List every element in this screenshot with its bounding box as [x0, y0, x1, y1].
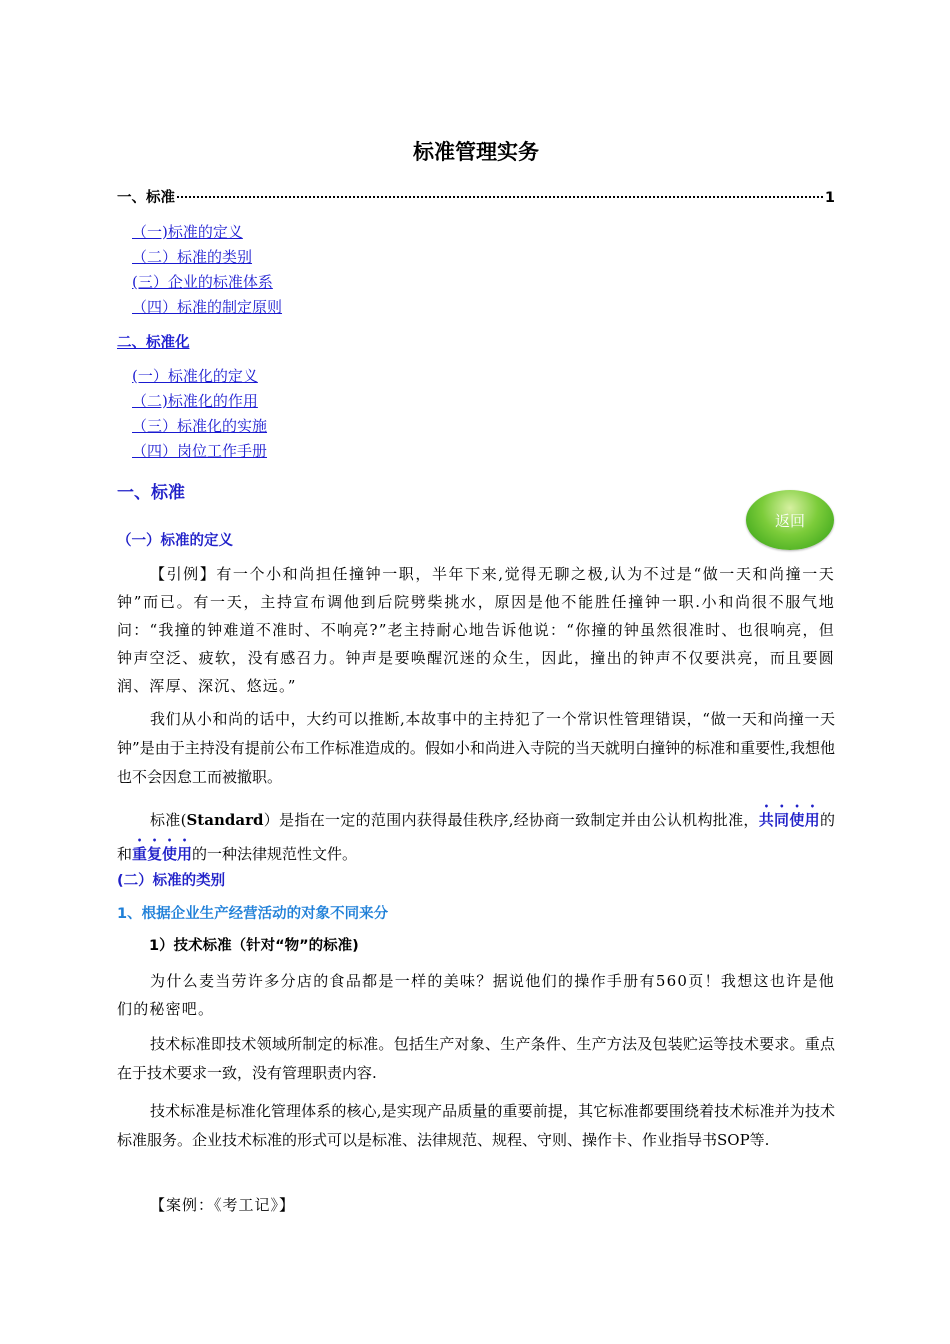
- case-label: 【案例：《考工记》】: [150, 1196, 296, 1214]
- toc-section-1-label: 一、标准: [117, 190, 175, 206]
- definition-part-3: 的和: [117, 811, 835, 863]
- tech-core-paragraph: 技术标准是标准化管理体系的核心,是实现产品质量的重要前提，其它标准都要围绕着技术标准并为技术标准服务。企业技术标准的形式可以是标准、法律规范、规程、守则、操作卡、作业指导书SOP等.: [117, 1102, 835, 1149]
- definition-part-1: 标准(: [150, 811, 187, 829]
- toc-link-standardization-definition[interactable]: (一）标准化的定义: [132, 367, 258, 385]
- definition-standard-term: Standard: [186, 811, 264, 829]
- toc-link-enterprise-standard-system[interactable]: (三）企业的标准体系: [132, 273, 273, 291]
- heading-standard: 一、标准: [117, 483, 185, 503]
- toc-link-standard-principles[interactable]: （四）标准的制定原则: [132, 298, 283, 316]
- story-paragraph: 【引例】有一个小和尚担任撞钟一职，半年下来,觉得无聊之极,认为不过是“做一天和尚撞一天钟”而已。有一天，主持宣布调他到后院劈柴挑水，原因是他不能胜任撞钟一职.小和尚很不服气地问：“我撞的钟难道不准时、不响亮?”老主持耐心地告诉他说：“你撞的钟虽然很准时、也很响亮，但钟声空泛、疲软，没有感召力。钟声是要唤醒沉迷的众生，因此，撞出的钟声不仅要洪亮，而且要圆润、浑厚、深沉、悠远。”: [117, 565, 835, 695]
- toc-section-1-page: 1: [824, 190, 835, 206]
- heading-technical-standard: 1）技术标准（针对“物”的标准): [149, 938, 359, 954]
- return-button[interactable]: 返回: [746, 490, 834, 550]
- emphasis-repeated-use: 重复使用: [132, 845, 193, 863]
- toc-link-standard-types[interactable]: （二）标准的类别: [132, 248, 253, 266]
- definition-paragraph: [117, 801, 835, 869]
- definition-part-4: 的一种法律规范性文件。: [192, 845, 358, 863]
- toc-leader-dots: [177, 196, 823, 198]
- definition-part-2: ）是指在一定的范围内获得最佳秩序,经协商一致制定并由公认机构批准，: [263, 811, 759, 829]
- heading-by-object: 1、根据企业生产经营活动的对象不同来分: [117, 906, 389, 922]
- mcdonalds-paragraph: 为什么麦当劳许多分店的食品都是一样的美味？据说他们的操作手册有560页！我想这也许是他们的秘密吧。: [117, 972, 835, 1018]
- toc-section-1[interactable]: [117, 186, 835, 208]
- toc-link-standardization-implementation[interactable]: （三）标准化的实施: [132, 417, 268, 435]
- toc-link-standardization-role[interactable]: （二)标准化的作用: [132, 392, 258, 410]
- tech-definition-paragraph: 技术标准即技术领域所制定的标准。包括生产对象、生产条件、生产方法及包装贮运等技术要求。重点在于技术要求一致，没有管理职责内容.: [117, 1035, 835, 1082]
- emphasis-common-use: 共同使用: [758, 811, 820, 829]
- heading-standard-types: (二）标准的类别: [117, 873, 226, 889]
- heading-standard-definition: （一）标准的定义: [117, 533, 233, 549]
- document-title: 标准管理实务: [413, 140, 539, 164]
- inference-paragraph: 我们从小和尚的话中，大约可以推断,本故事中的主持犯了一个常识性管理错误，“做一天和尚撞一天钟”是由于主持没有提前公布工作标准造成的。假如小和尚进入寺院的当天就明白撞钟的标准和重要性,我想他也不会因怠工而被撤职。: [117, 710, 835, 786]
- toc-link-standard-definition[interactable]: （一)标准的定义: [132, 223, 243, 241]
- toc-section-2[interactable]: 二、标准化: [117, 335, 190, 351]
- toc-link-job-manual[interactable]: （四）岗位工作手册: [132, 442, 268, 460]
